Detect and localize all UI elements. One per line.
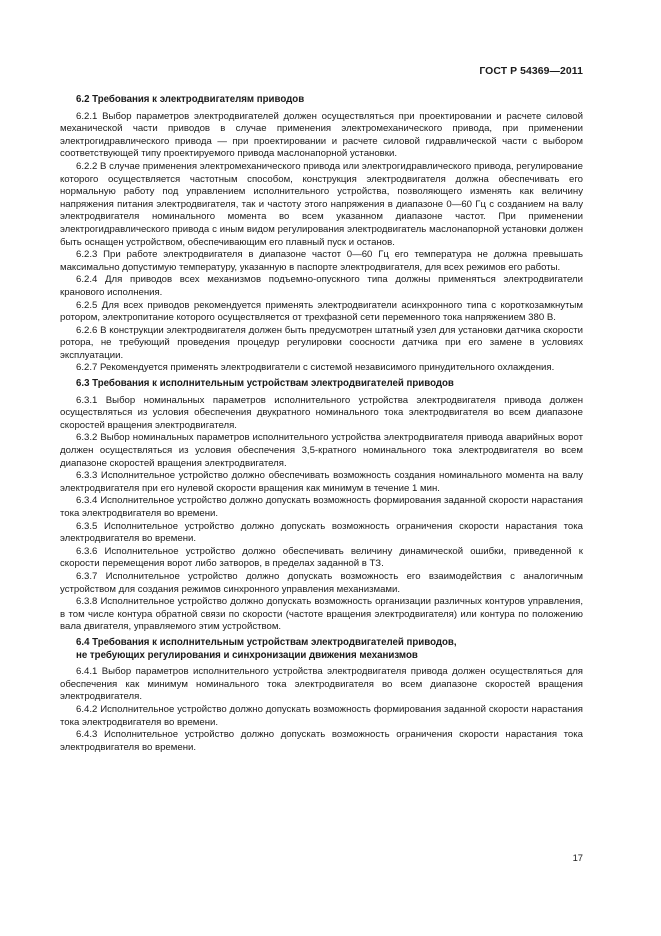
paragraph-6-3-2: 6.3.2 Выбор номинальных параметров исполнительного устройства электродвигателя привода аварийных ворот должен осуществляться из условия обеспечения 3,5-кратного номинального тока электродвигателя во всем диапазоне скоростей вращения электродвигателя. xyxy=(60,432,583,469)
paragraph-6-2-7: 6.2.7 Рекомендуется применять электродвигатели с системой независимого принудительного охлаждения. xyxy=(76,362,555,374)
paragraph-6-4-1: 6.4.1 Выбор параметров исполнительного устройства электродвигателя привода должен осуществляться для обеспечения как минимум номинального тока электродвигателя во всем диапазоне скоростей вращения электродвигателя. xyxy=(60,666,583,703)
page-number: 17 xyxy=(572,852,583,863)
section-title-6-4: 6.4 Требования к исполнительным устройствам электродвигателей приводов, не требующих регулирования и синхронизации движения механизмов xyxy=(76,636,457,661)
paragraph-6-3-6: 6.3.6 Исполнительное устройство должно обеспечивать величину динамической ошибки, приведенной к скорости перемещения ворот либо затворов, в пределах заданной в ТЗ. xyxy=(60,545,583,570)
paragraph-6-2-3: 6.2.3 При работе электродвигателя в диапазоне частот 0—60 Гц его температура не должна превышать максимально допустимую температуру, указанную в паспорте электродвигателя, для всех режимов его работы. xyxy=(60,249,583,273)
paragraph-6-4-3: 6.4.3 Исполнительное устройство должно допускать возможность ограничения скорости нарастания тока электродвигателя во времени. xyxy=(60,729,583,753)
section-title-6-2: 6.2 Требования к электродвигателям приводов xyxy=(76,94,305,105)
document-body xyxy=(60,94,583,754)
paragraph-6-2-4: 6.2.4 Для приводов всех механизмов подъемно-опускного типа должны применяться электродвигатели кранового исполнения. xyxy=(60,274,583,298)
section-title-6-3: 6.3 Требования к исполнительным устройствам электродвигателей приводов xyxy=(76,378,454,390)
paragraph-6-3-5: 6.3.5 Исполнительное устройство должно допускать возможность ограничения скорости нарастания тока электродвигателя во времени. xyxy=(60,520,583,545)
paragraph-6-3-8: 6.3.8 Исполнительное устройство должно допускать возможность организации различных контуров управления, в том числе контура обратной связи по скорости (частоте вращения электродвигателя) или контура по положению вала двигателя, управляемого этим устройством. xyxy=(60,596,583,633)
paragraph-6-3-7: 6.3.7 Исполнительное устройство должно допускать возможность его взаимодействия с аналогичным устройством для создания режимов синхронного управления механизмами. xyxy=(60,570,583,595)
paragraph-6-2-1: 6.2.1 Выбор параметров электродвигателей должен осуществляться при проектировании и расчете силовой механической части приводов в случае применения электромеханического привода, при применении электрогидравлического привода — при проектировании и расчете силовой гидравлической части с выбором соответствующей типу проектируемого привода маслонапорной установки. xyxy=(60,110,583,160)
document-code-header: ГОСТ Р 54369—2011 xyxy=(479,66,583,77)
paragraph-6-2-2: 6.2.2 В случае применения электромеханического привода или электрогидравлического привода, регулирование которого осуществляется частотным способом, конструкция электродвигателя должна обеспечивать его нормальную работу под управлением исполнительного устройства, позволяющего изменять как величину напряжения питания электродвигателя, так и частоту этого напряжения в диапазоне 0—60 Гц с созданием на валу электродвигателя номинального момента во всем указанном диапазоне частот. При применении электрогидравлического привода с иным видом регулирования электродвигатель маслонапорной установки должен быть оснащен устройством, обеспечивающим его плавный пуск и останов. xyxy=(60,160,583,248)
paragraph-6-2-6: 6.2.6 В конструкции электродвигателя должен быть предусмотрен штатный узел для установки датчика скорости ротора, не требующий проведения процедур регулировки соосности датчика при его замене в условиях эксплуатации. xyxy=(60,324,583,361)
paragraph-6-3-3: 6.3.3 Исполнительное устройство должно обеспечивать возможность создания номинального момента на валу электродвигателя при его нулевой скорости вращения как минимум в течение 1 мин. xyxy=(60,470,583,494)
paragraph-6-2-5: 6.2.5 Для всех приводов рекомендуется применять электродвигатели асинхронного типа с короткозамкнутым ротором, электропитание которого осуществляется от трехфазной сети переменного тока напряжением 380 В. xyxy=(60,299,583,324)
paragraph-6-4-2: 6.4.2 Исполнительное устройство должно допускать возможность формирования заданной скорости нарастания тока электродвигателя во времени. xyxy=(60,703,583,728)
paragraph-6-3-1: 6.3.1 Выбор номинальных параметров исполнительного устройства электродвигателя привода должен осуществляться из условия обеспечения двукратного номинального тока электродвигателя во всем диапазоне скоростей вращения электродвигателя. xyxy=(60,394,583,431)
paragraph-6-3-4: 6.3.4 Исполнительное устройство должно допускать возможность формирования заданной скорости нарастания тока электродвигателя во времени. xyxy=(60,495,583,519)
